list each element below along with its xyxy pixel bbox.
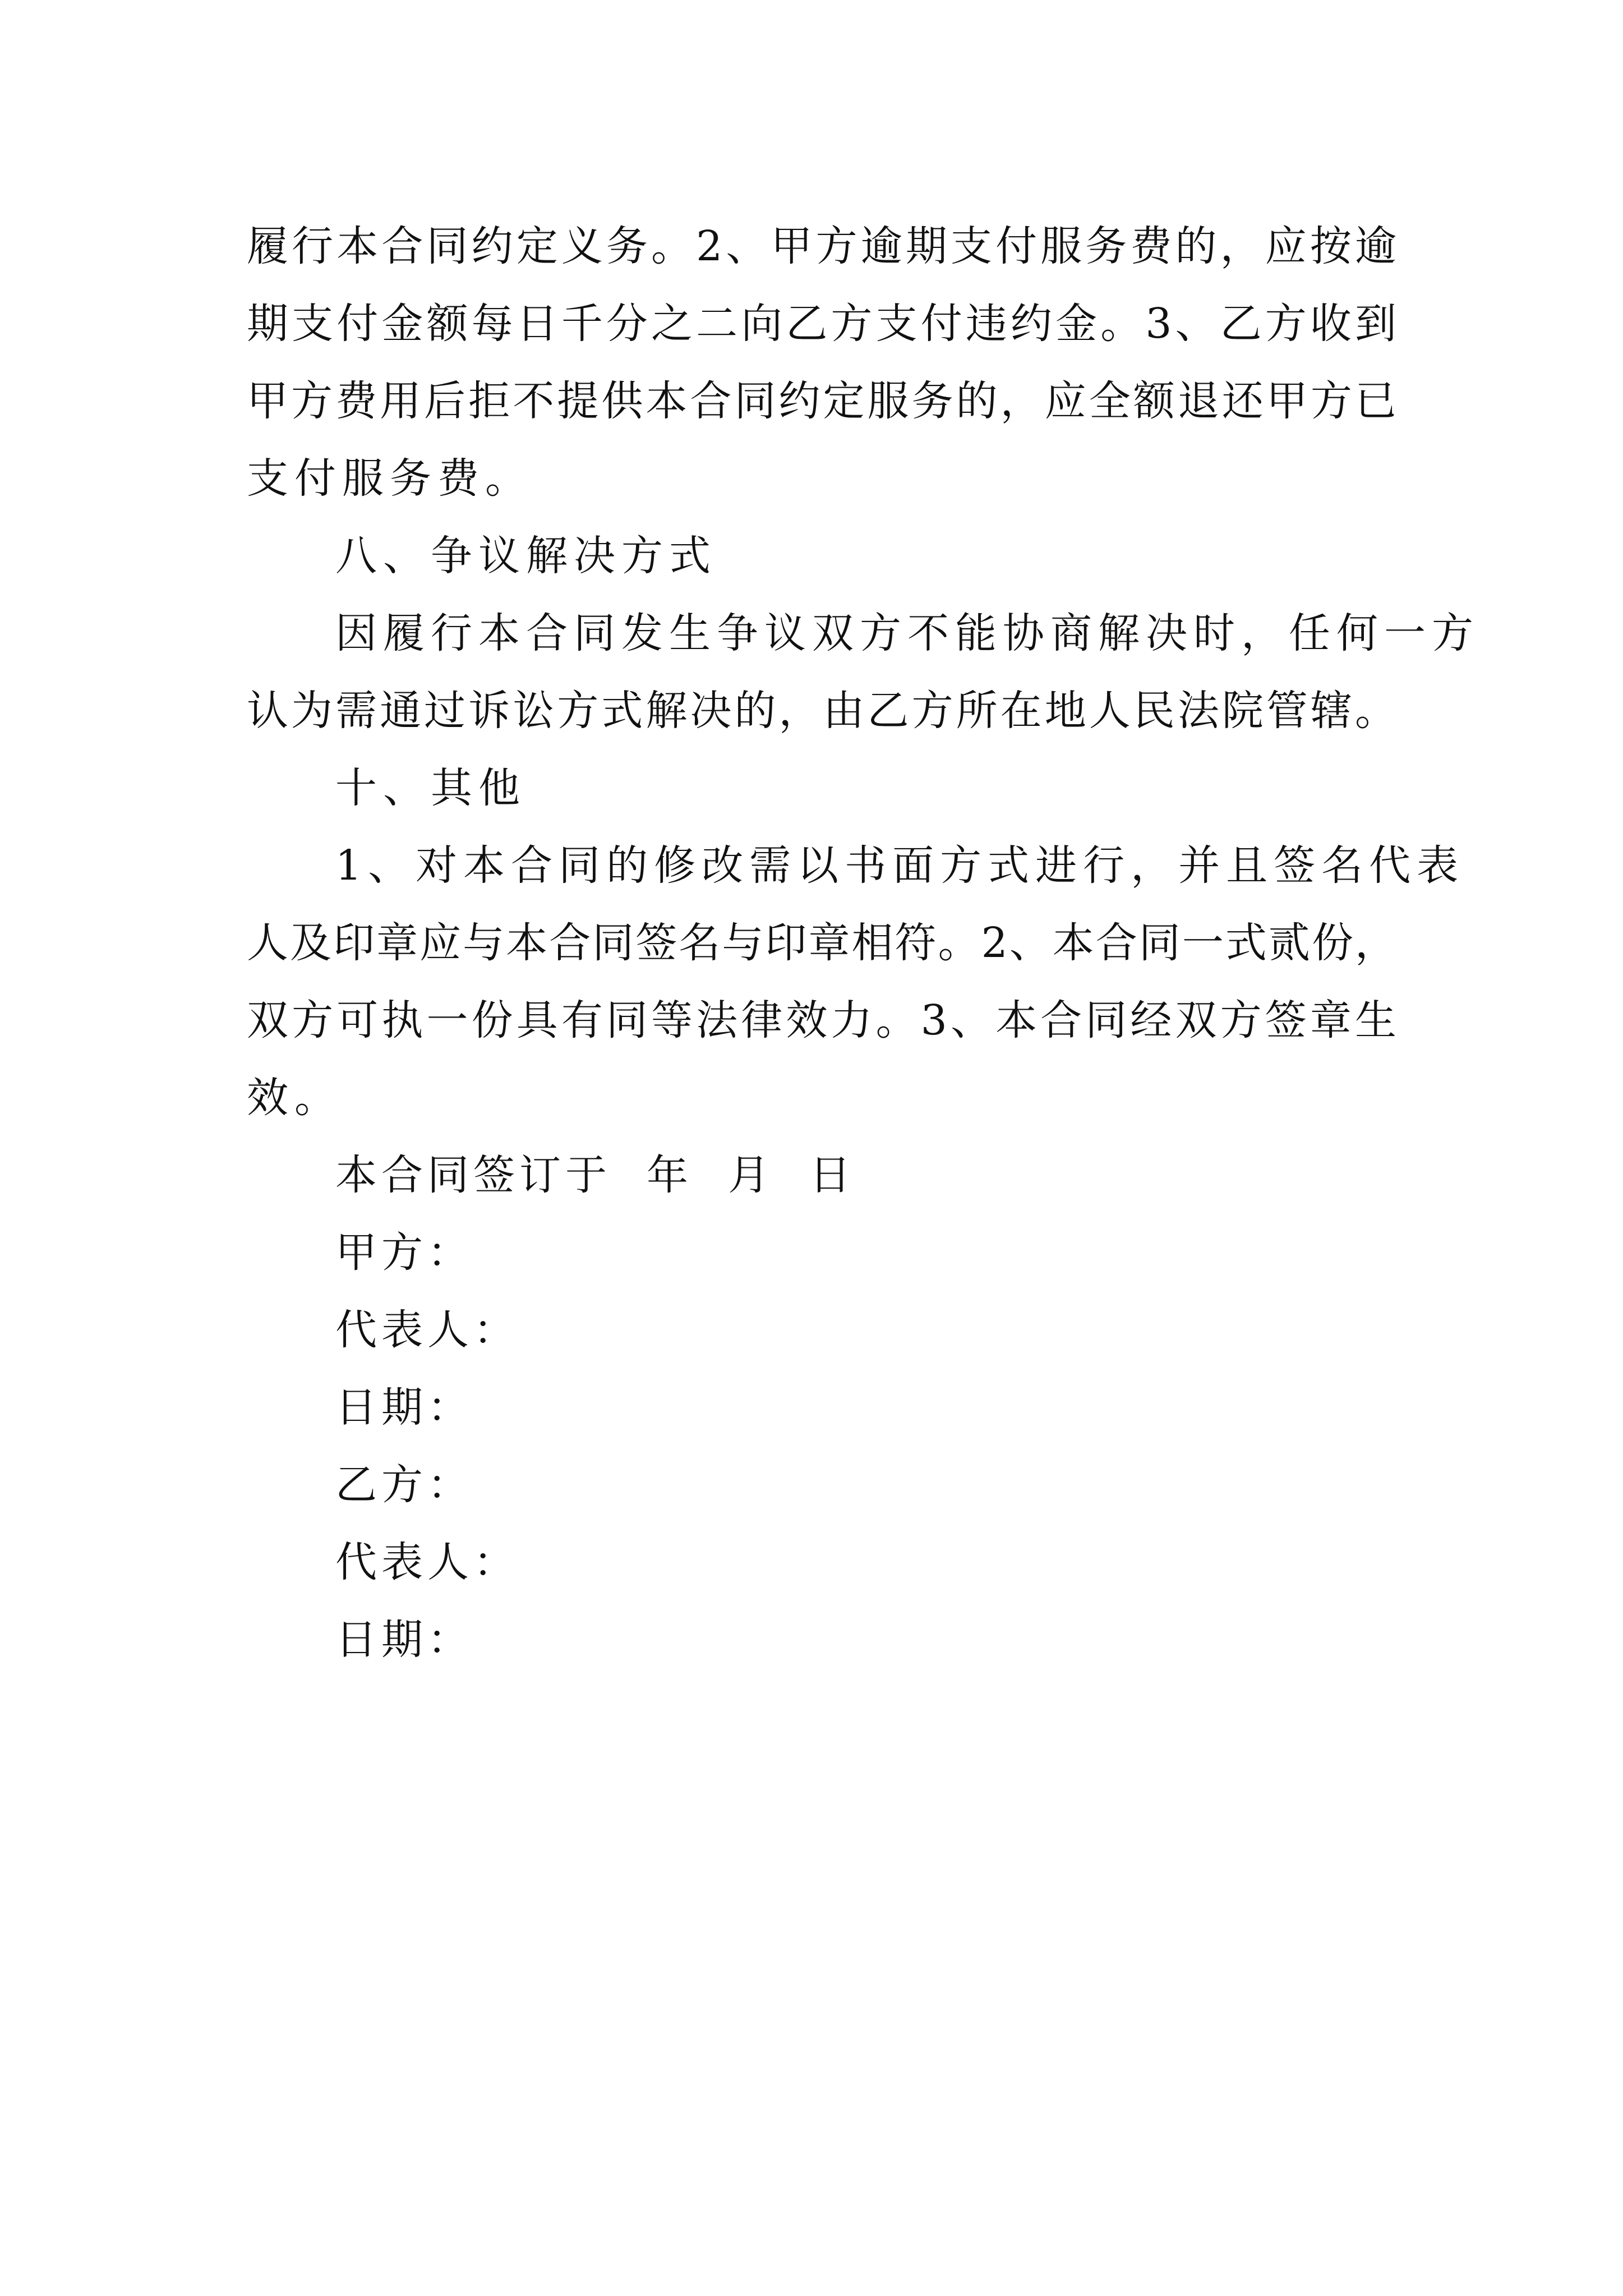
dispute-paragraph-line-1: 因履行本合同发生争议双方不能协商解决时，任何一方 <box>335 609 1479 657</box>
party-b-label: 乙方： <box>335 1461 473 1509</box>
other-paragraph-line-4: 效。 <box>247 1074 342 1122</box>
party-b-representative-label: 代表人： <box>335 1538 519 1586</box>
party-a-representative-label: 代表人： <box>335 1306 519 1354</box>
document-body <box>247 208 1479 1678</box>
other-paragraph-line-3: 双方可执一份具有同等法律效力。3、本合同经双方签章生 <box>247 996 1396 1045</box>
section-10-heading: 十、其他 <box>335 764 526 812</box>
breach-paragraph-line-4: 支付服务费。 <box>247 454 533 503</box>
other-paragraph-line-1: 1、对本合同的修改需以书面方式进行，并且签名代表 <box>335 841 1465 890</box>
section-8-heading: 八、争议解决方式 <box>335 532 717 580</box>
party-b-date-label: 日期： <box>335 1616 473 1664</box>
party-a-label: 甲方： <box>335 1228 473 1277</box>
breach-paragraph-line-3: 甲方费用后拒不提供本合同约定服务的，应全额退还甲方已 <box>247 377 1396 425</box>
dispute-paragraph-line-2: 认为需通过诉讼方式解决的，由乙方所在地人民法院管辖。 <box>247 687 1396 735</box>
signing-date-line: 本合同签订于 年 月 日 <box>335 1151 856 1199</box>
breach-paragraph-line-1: 履行本合同约定义务。2、甲方逾期支付服务费的，应按逾 <box>247 222 1396 270</box>
breach-paragraph-line-2: 期支付金额每日千分之二向乙方支付违约金。3、乙方收到 <box>247 300 1396 348</box>
other-paragraph-line-2: 人及印章应与本合同签名与印章相符。2、本合同一式贰份， <box>247 919 1396 967</box>
party-a-date-label: 日期： <box>335 1383 473 1432</box>
